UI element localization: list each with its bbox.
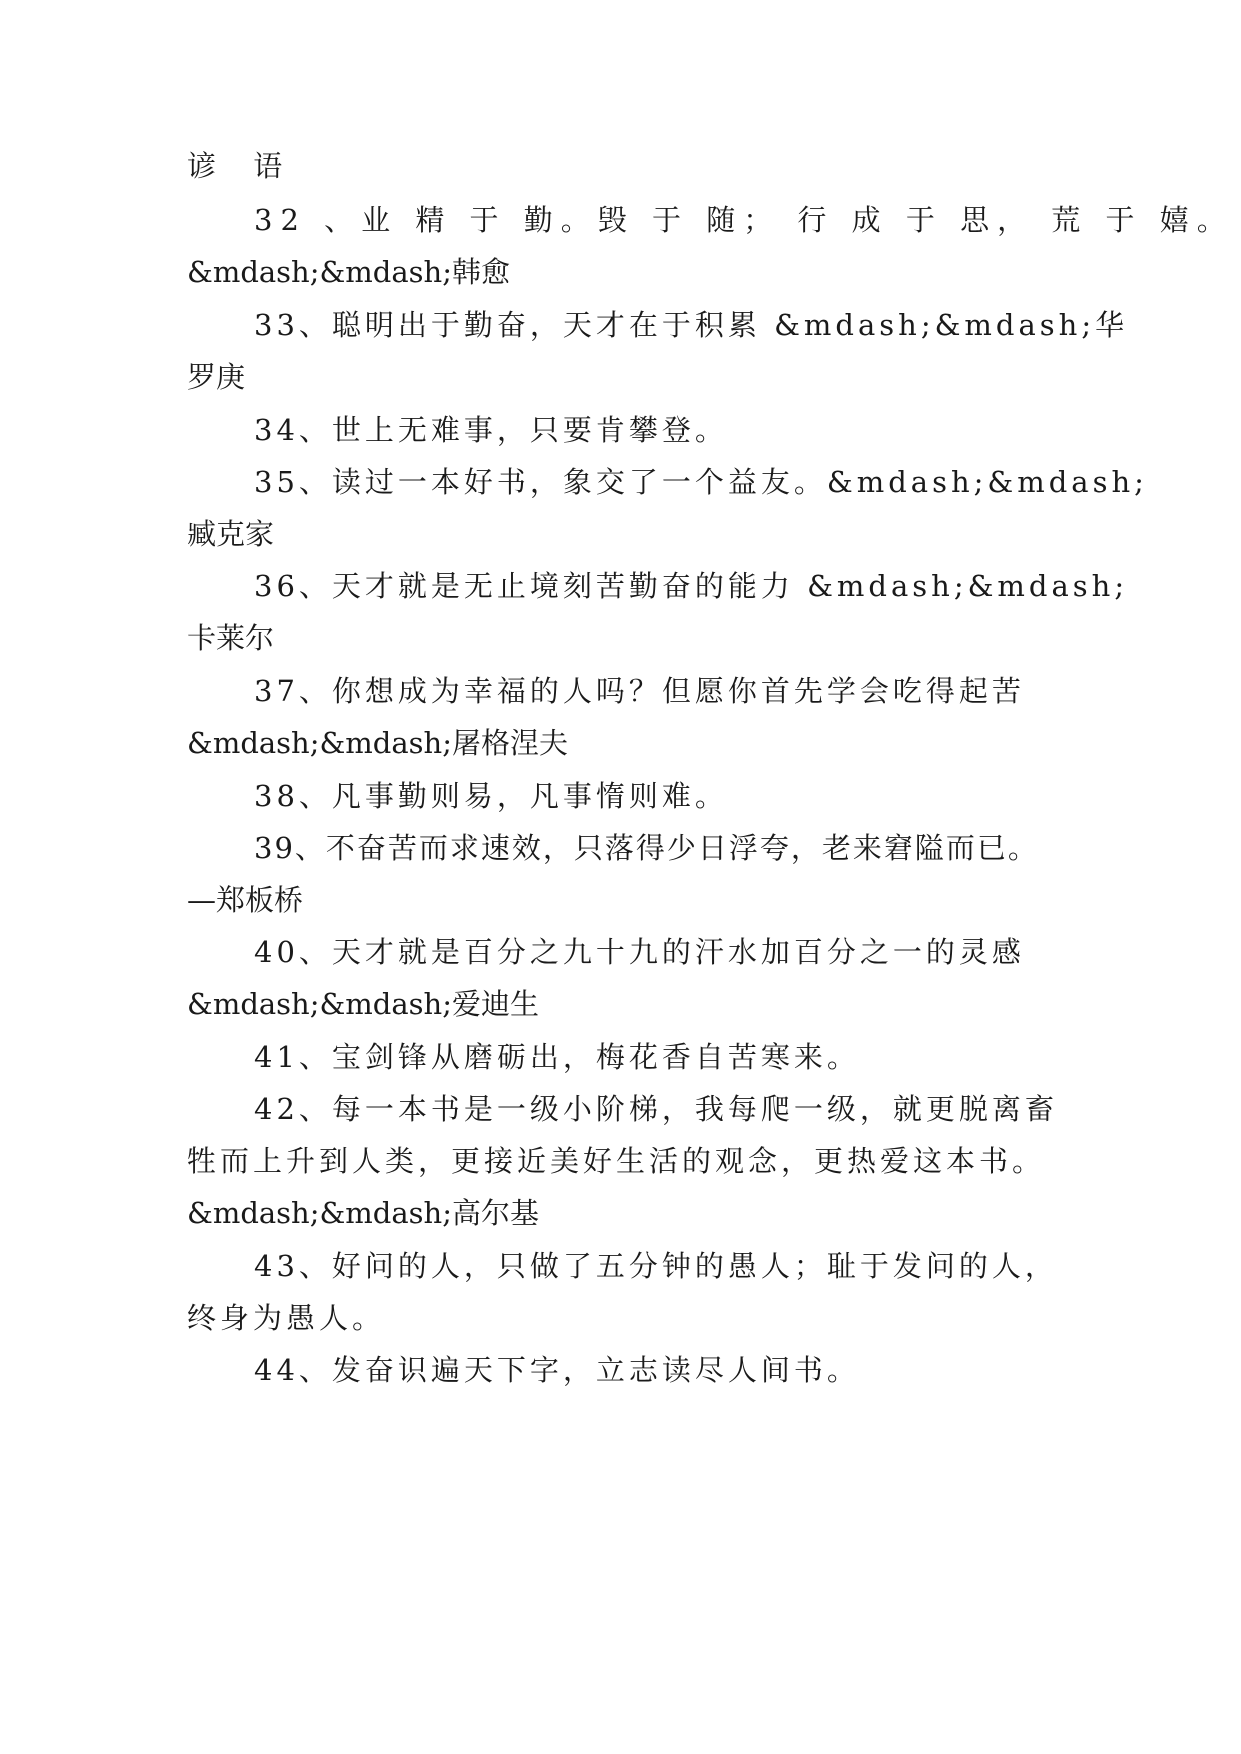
proverb-42-line-2: 牲而上升到人类，更接近美好生活的观念，更热爱这本书。	[187, 1144, 1046, 1178]
proverb-40-author: &mdash;&mdash;爱迪生	[187, 987, 539, 1021]
proverb-37-author: &mdash;&mdash;屠格涅夫	[187, 726, 568, 760]
proverb-40: 40、天才就是百分之九十九的汗水加百分之一的灵感	[254, 935, 1025, 969]
proverb-35: 35、读过一本好书，象交了一个益友。&mdash;&mdash;	[254, 465, 1148, 499]
proverb-37: 37、你想成为幸福的人吗？但愿你首先学会吃得起苦	[254, 674, 1025, 708]
proverb-39: 39、不奋苦而求速效，只落得少日浮夸，老来窘隘而已。	[254, 831, 1039, 865]
proverb-44: 44、发奋识遍天下字，立志读尽人间书。	[254, 1353, 860, 1387]
proverb-42-author: &mdash;&mdash;高尔基	[187, 1196, 539, 1230]
proverb-34: 34、世上无难事，只要肯攀登。	[254, 413, 728, 447]
proverb-43-line-2: 终身为愚人。	[187, 1301, 386, 1335]
proverb-32: 32 、业 精 于 勤。毁 于 随； 行 成 于 思， 荒 于 嬉。	[254, 203, 1234, 237]
proverb-43-line-1: 43、好问的人，只做了五分钟的愚人；耻于发问的人，	[254, 1249, 1058, 1283]
proverb-32-author: &mdash;&mdash;韩愈	[187, 255, 510, 289]
proverb-41: 41、宝剑锋从磨砺出，梅花香自苦寒来。	[254, 1040, 860, 1074]
proverb-36-author: 卡莱尔	[187, 621, 275, 655]
proverb-33: 33、聪明出于勤奋，天才在于积累 &mdash;&mdash;华	[254, 308, 1129, 342]
proverb-38: 38、凡事勤则易，凡事惰则难。	[254, 779, 728, 813]
proverb-36: 36、天才就是无止境刻苦勤奋的能力 &mdash;&mdash;	[254, 569, 1129, 603]
proverb-33-author: 罗庚	[187, 360, 246, 394]
proverb-39-author: —郑板桥	[187, 883, 304, 917]
proverb-35-author: 臧克家	[187, 517, 275, 551]
document-title: 谚 语	[187, 149, 297, 183]
proverb-42-line-1: 42、每一本书是一级小阶梯，我每爬一级，就更脱离畜	[254, 1092, 1058, 1126]
